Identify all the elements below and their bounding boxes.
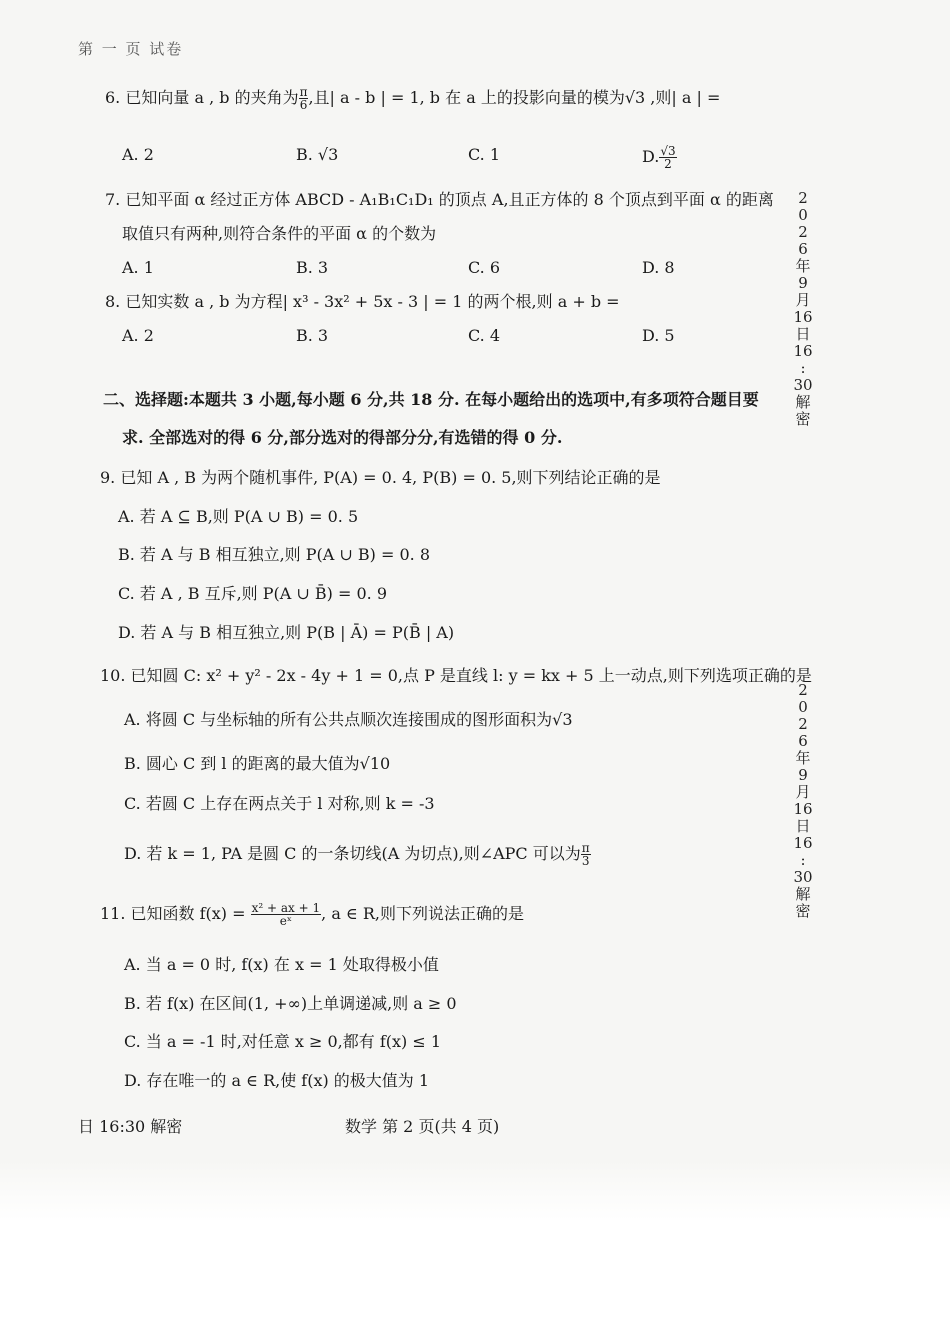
side-watermark-char: 2 (798, 681, 808, 699)
side-watermark-char: 16 (793, 800, 813, 818)
section-2-heading-line-1: 二、选择题:本题共 3 小题,每小题 6 分,共 18 分. 在每小题给出的选项中,有多项符合题目要 (103, 390, 759, 409)
q6-option-a: A. 2 (122, 145, 154, 164)
q10-option-c: C. 若圆 C 上存在两点关于 l 对称,则 k = -3 (124, 794, 435, 813)
q6-option-d-fraction (659, 145, 676, 170)
side-watermark-char: : (800, 359, 806, 377)
q9-option-b: B. 若 A 与 B 相互独立,则 P(A ∪ B) = 0. 8 (118, 545, 431, 564)
q8-option-b: B. 3 (296, 326, 329, 345)
question-10: 10. 已知圆 C: x² + y² - 2x - 4y + 1 = 0,点 P 是直线 l: y = kx + 5 上一动点,则下列选项正确的是 (100, 666, 812, 685)
q10-option-d-num: π (581, 841, 590, 855)
q11-option-b: B. 若 f(x) 在区间(1, +∞)上单调递减,则 a ≥ 0 (124, 994, 457, 1013)
side-watermark-char: 解 (795, 885, 811, 903)
side-watermark-char: 年 (795, 257, 811, 275)
q6-frac-den: 6 (299, 98, 308, 112)
side-watermark-char: 30 (793, 376, 813, 394)
side-watermark-char: 16 (793, 342, 813, 360)
q10-option-d-den: 3 (581, 854, 590, 868)
q6-option-d-prefix: D. (642, 147, 660, 166)
q10-option-b: B. 圆心 C 到 l 的距离的最大值为√10 (124, 754, 391, 773)
side-watermark-char: 年 (795, 749, 811, 767)
q6-option-d (642, 145, 677, 170)
q8-option-c: C. 4 (468, 326, 501, 345)
side-watermark-char: 日 (795, 817, 811, 835)
side-watermark-char: : (800, 851, 806, 869)
side-watermark-char: 0 (798, 698, 808, 716)
question-7-line-1: 7. 已知平面 α 经过正方体 ABCD - A₁B₁C₁D₁ 的顶点 A,且正方体的 8 个顶点到平面 α 的距离 (105, 190, 774, 209)
q6-fraction (299, 86, 309, 111)
side-watermark-char: 密 (795, 410, 811, 428)
footer-watermark: 日 16:30 解密 (78, 1117, 183, 1136)
q6-option-d-num: √3 (660, 144, 676, 158)
side-watermark-char: 2 (798, 715, 808, 733)
q9-option-a: A. 若 A ⊆ B,则 P(A ∪ B) = 0. 5 (118, 507, 359, 526)
side-watermark-char: 16 (793, 308, 813, 326)
q10-option-d (124, 842, 591, 867)
footer-page-info: 数学 第 2 页(共 4 页) (345, 1117, 500, 1136)
side-watermark-char: 月 (795, 783, 811, 801)
q9-option-c: C. 若 A , B 互斥,则 P(A ∪ B̄) = 0. 9 (118, 584, 388, 603)
q7-option-d: D. 8 (642, 258, 675, 277)
question-6 (105, 86, 720, 111)
side-watermark-char: 30 (793, 868, 813, 886)
question-11 (100, 902, 524, 927)
q8-option-d: D. 5 (642, 326, 675, 345)
side-watermark-char: 16 (793, 834, 813, 852)
q10-option-d-text: D. 若 k = 1, PA 是圆 C 的一条切线(A 为切点),则∠APC 可以为 (124, 844, 581, 863)
q6-stem-b: ,且| a - b | = 1, b 在 a 上的投影向量的模为√3 ,则| a | = (308, 88, 721, 107)
side-watermark-char: 9 (798, 766, 808, 784)
q7-option-a: A. 1 (122, 258, 154, 277)
question-8: 8. 已知实数 a , b 为方程| x³ - 3x² + 5x - 3 | = 1 的两个根,则 a + b = (105, 292, 620, 311)
side-watermark-char: 6 (798, 240, 808, 258)
question-7-line-2: 取值只有两种,则符合条件的平面 α 的个数为 (122, 224, 437, 243)
q11-option-a: A. 当 a = 0 时, f(x) 在 x = 1 处取得极小值 (124, 955, 439, 974)
q10-option-a: A. 将圆 C 与坐标轴的所有公共点顺次连接围成的图形面积为√3 (124, 710, 573, 729)
q8-option-a: A. 2 (122, 326, 154, 345)
q7-option-c: C. 6 (468, 258, 501, 277)
side-watermark-char: 日 (795, 325, 811, 343)
q11-fraction (251, 902, 322, 927)
side-watermark-char: 解 (795, 393, 811, 411)
q11-stem-a: 11. 已知函数 f(x) = (100, 904, 251, 923)
q6-option-d-den: 2 (664, 157, 672, 171)
side-watermark-char: 2 (798, 189, 808, 207)
q7-option-b: B. 3 (296, 258, 329, 277)
q11-stem-b: , a ∈ R,则下列说法正确的是 (321, 904, 525, 923)
q11-frac-num: x² + ax + 1 (251, 901, 321, 915)
q10-option-d-fraction (581, 842, 591, 867)
q6-option-b: B. √3 (296, 145, 339, 164)
header-cut-text: 第 一 页 试卷 (78, 40, 184, 58)
side-watermark-char: 2 (798, 223, 808, 241)
side-watermark-bottom (792, 682, 814, 920)
q6-option-c: C. 1 (468, 145, 501, 164)
q11-option-d: D. 存在唯一的 a ∈ R,使 f(x) 的极大值为 1 (124, 1071, 430, 1090)
q11-option-c: C. 当 a = -1 时,对任意 x ≥ 0,都有 f(x) ≤ 1 (124, 1032, 442, 1051)
side-watermark-char: 月 (795, 291, 811, 309)
section-2-heading-line-2: 求. 全部选对的得 6 分,部分选对的得部分分,有选错的得 0 分. (122, 428, 563, 447)
q11-frac-den: eˣ (279, 914, 292, 928)
q6-frac-num: π (299, 85, 308, 99)
side-watermark-char: 6 (798, 732, 808, 750)
q9-option-d: D. 若 A 与 B 相互独立,则 P(B | Ā) = P(B̄ | A) (118, 623, 455, 642)
side-watermark-char: 9 (798, 274, 808, 292)
side-watermark-char: 密 (795, 902, 811, 920)
q6-stem-a: 6. 已知向量 a , b 的夹角为 (105, 88, 299, 107)
side-watermark-top (792, 190, 814, 428)
side-watermark-char: 0 (798, 206, 808, 224)
question-9: 9. 已知 A , B 为两个随机事件, P(A) = 0. 4, P(B) = 0. 5,则下列结论正确的是 (100, 468, 661, 487)
